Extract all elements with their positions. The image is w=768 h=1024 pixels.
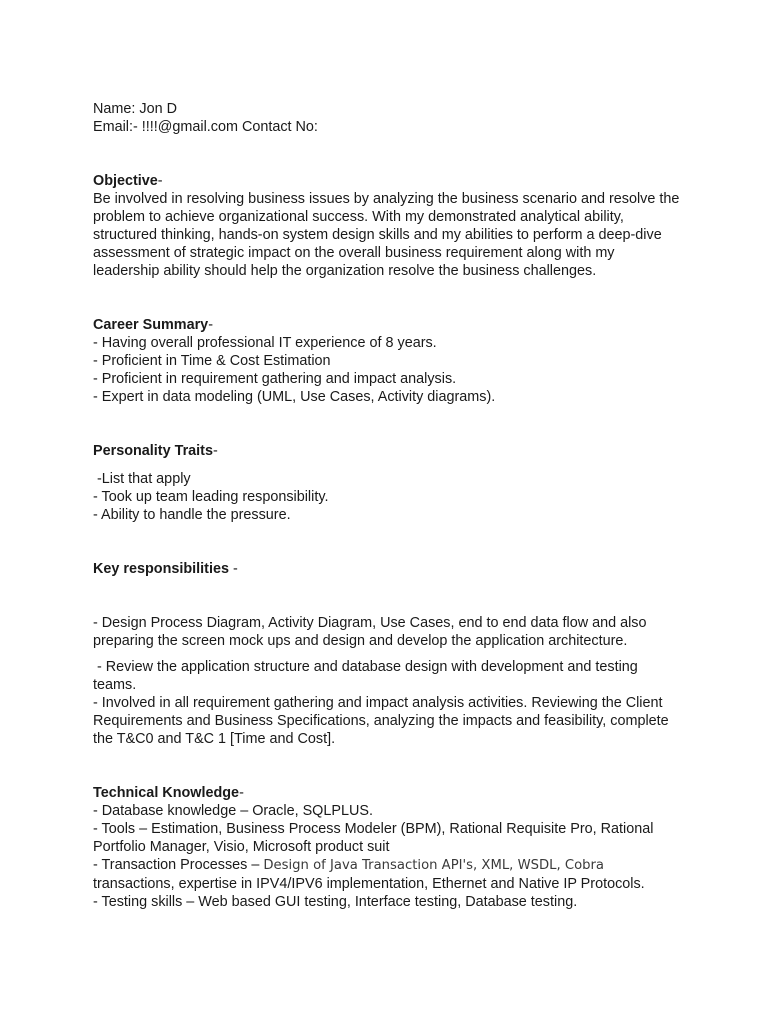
spacer [93, 406, 683, 442]
objective-heading [93, 172, 683, 190]
personality-traits-section [93, 442, 683, 524]
personality-traits-heading-suffix: - [212, 443, 218, 459]
email-line: Email:- !!!!@gmail.com Contact No: [93, 119, 318, 135]
career-summary-heading-text: Career Summary [93, 317, 209, 333]
objective-heading-text: Objective [93, 173, 158, 189]
personality-traits-heading-text: Personality Traits [93, 443, 213, 459]
spacer [93, 460, 683, 470]
transaction-prefix: - Transaction Processes – [93, 857, 264, 873]
career-summary-heading [93, 316, 683, 334]
career-summary-item: - Expert in data modeling (UML, Use Cases, Activity diagrams). [93, 389, 496, 405]
career-summary-heading-suffix: - [208, 317, 213, 333]
career-summary-item: - Proficient in Time & Cost Estimation [93, 353, 331, 369]
career-summary-item: - Proficient in requirement gathering and impact analysis. [93, 371, 457, 387]
personality-traits-item: - Ability to handle the pressure. [93, 507, 291, 523]
personality-traits-item: -List that apply [93, 471, 191, 487]
spacer [93, 524, 683, 560]
objective-section [93, 172, 683, 280]
spacer [93, 136, 683, 172]
technical-knowledge-heading [93, 784, 683, 802]
contact-block [93, 100, 683, 136]
technical-knowledge-testing: - Testing skills – Web based GUI testing, Interface testing, Database testing. [93, 894, 578, 910]
name-line: Name: Jon D [93, 101, 177, 117]
spacer [93, 280, 683, 316]
spacer [93, 748, 683, 784]
spacer [93, 650, 683, 658]
objective-heading-suffix: - [157, 173, 163, 189]
key-responsibilities-section [93, 560, 683, 748]
technical-knowledge-heading-suffix: - [239, 785, 244, 801]
technical-knowledge-tools: - Tools – Estimation, Business Process Modeler (BPM), Rational Requisite Pro, Rational Portfolio Manager, Visio, Microsoft product suit [93, 821, 654, 855]
personality-traits-heading [93, 442, 683, 460]
key-responsibilities-item: - Design Process Diagram, Activity Diagram, Use Cases, end to end data flow and also preparing the screen mock ups and design and develop the application architecture. [93, 615, 647, 649]
key-responsibilities-item: - Review the application structure and database design with development and testing teams. [93, 659, 642, 693]
transaction-alt-text: Design of Java Transaction API's, XML, WSDL, Cobra [263, 858, 605, 873]
personality-traits-item: - Took up team leading responsibility. [93, 489, 329, 505]
technical-knowledge-section [93, 784, 683, 911]
technical-knowledge-db: - Database knowledge – Oracle, SQLPLUS. [93, 803, 373, 819]
key-responsibilities-heading-text: Key responsibilities [93, 561, 229, 577]
career-summary-section [93, 316, 683, 406]
key-responsibilities-heading [93, 560, 683, 578]
key-responsibilities-heading-suffix: - [228, 561, 238, 577]
spacer [93, 578, 683, 614]
career-summary-item: - Having overall professional IT experience of 8 years. [93, 335, 437, 351]
technical-knowledge-heading-text: Technical Knowledge [93, 785, 240, 801]
technical-knowledge-transaction [93, 856, 683, 893]
resume-document [93, 100, 683, 911]
objective-text: Be involved in resolving business issues by analyzing the business scenario and resolve the problem to achieve organizational success. With my demonstrated analytical ability, structured thinking, hands-on system design skills and my abilities to perform a deep-dive assessment of strategic impact on the overall business requirement along with my leadership ability should help the organization resolve the business challenges. [93, 191, 680, 279]
key-responsibilities-item: - Involved in all requirement gathering and impact analysis activities. Reviewing the Client Requirements and Business Specifications, analyzing the impacts and feasibility, complete the T&C0 and T&C 1 [Time and Cost]. [93, 695, 669, 747]
transaction-rest: transactions, expertise in IPV4/IPV6 implementation, Ethernet and Native IP Protocols. [93, 857, 645, 892]
